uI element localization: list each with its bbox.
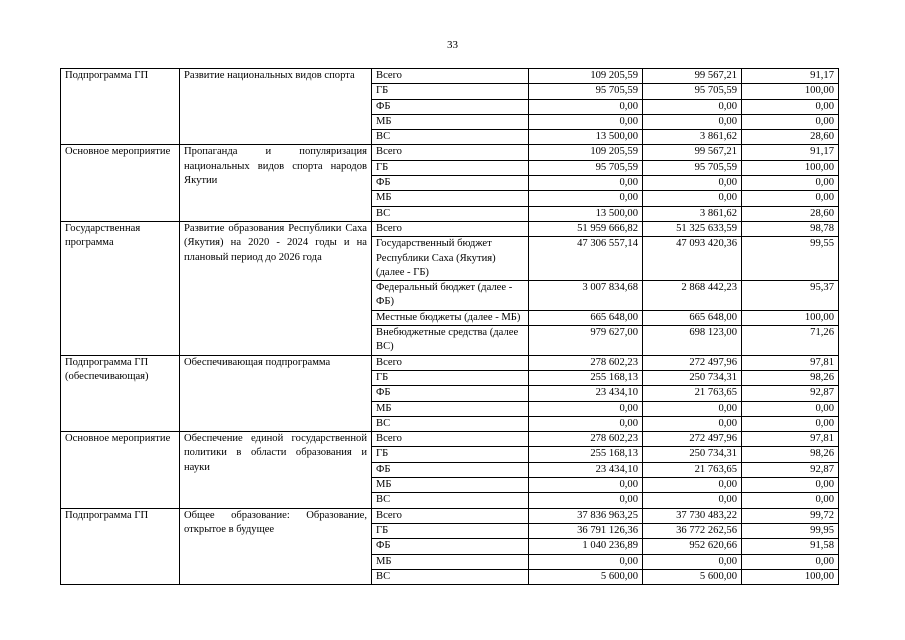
- program-level-cell: Государственная программа: [61, 221, 180, 355]
- actual-amount-cell: 0,00: [643, 114, 742, 129]
- planned-amount-cell: 1 040 236,89: [529, 539, 643, 554]
- funding-source-cell: ВС: [372, 206, 529, 221]
- program-level-cell: Подпрограмма ГП (обеспечивающая): [61, 355, 180, 431]
- program-level-cell: Основное мероприятие: [61, 432, 180, 508]
- funding-source-cell: ФБ: [372, 99, 529, 114]
- execution-percent-cell: 91,17: [742, 145, 839, 160]
- planned-amount-cell: 51 959 666,82: [529, 221, 643, 236]
- planned-amount-cell: 23 434,10: [529, 386, 643, 401]
- planned-amount-cell: 5 600,00: [529, 569, 643, 584]
- planned-amount-cell: 0,00: [529, 416, 643, 431]
- planned-amount-cell: 37 836 963,25: [529, 508, 643, 523]
- actual-amount-cell: 250 734,31: [643, 370, 742, 385]
- planned-amount-cell: 47 306 557,14: [529, 237, 643, 281]
- execution-percent-cell: 91,17: [742, 69, 839, 84]
- execution-percent-cell: 99,95: [742, 523, 839, 538]
- execution-percent-cell: 92,87: [742, 462, 839, 477]
- planned-amount-cell: 23 434,10: [529, 462, 643, 477]
- table-row: [61, 69, 839, 84]
- table-row: [61, 508, 839, 523]
- program-level-cell: Подпрограмма ГП: [61, 69, 180, 145]
- execution-percent-cell: 0,00: [742, 478, 839, 493]
- program-name-cell: Развитие образования Республики Саха (Якутия) на 2020 - 2024 годы и на плановый период до 2026 года: [180, 221, 372, 355]
- actual-amount-cell: 21 763,65: [643, 462, 742, 477]
- funding-source-cell: Всего: [372, 221, 529, 236]
- planned-amount-cell: 13 500,00: [529, 206, 643, 221]
- execution-percent-cell: 100,00: [742, 160, 839, 175]
- planned-amount-cell: 0,00: [529, 176, 643, 191]
- actual-amount-cell: 250 734,31: [643, 447, 742, 462]
- budget-table-body: [61, 69, 839, 585]
- planned-amount-cell: 278 602,23: [529, 432, 643, 447]
- execution-percent-cell: 0,00: [742, 416, 839, 431]
- funding-source-cell: МБ: [372, 478, 529, 493]
- actual-amount-cell: 3 861,62: [643, 206, 742, 221]
- execution-percent-cell: 0,00: [742, 401, 839, 416]
- execution-percent-cell: 98,78: [742, 221, 839, 236]
- funding-source-cell: ГБ: [372, 160, 529, 175]
- page-number: 33: [447, 39, 458, 51]
- execution-percent-cell: 97,81: [742, 432, 839, 447]
- funding-source-cell: ФБ: [372, 176, 529, 191]
- actual-amount-cell: 0,00: [643, 99, 742, 114]
- actual-amount-cell: 36 772 262,56: [643, 523, 742, 538]
- funding-source-cell: ГБ: [372, 523, 529, 538]
- planned-amount-cell: 0,00: [529, 401, 643, 416]
- actual-amount-cell: 272 497,96: [643, 355, 742, 370]
- actual-amount-cell: 665 648,00: [643, 310, 742, 325]
- planned-amount-cell: 0,00: [529, 99, 643, 114]
- actual-amount-cell: 95 705,59: [643, 84, 742, 99]
- funding-source-cell: ГБ: [372, 84, 529, 99]
- funding-source-cell: Всего: [372, 432, 529, 447]
- planned-amount-cell: 979 627,00: [529, 326, 643, 356]
- execution-percent-cell: 28,60: [742, 130, 839, 145]
- budget-table: [60, 68, 839, 585]
- table-row: [61, 221, 839, 236]
- planned-amount-cell: 255 168,13: [529, 447, 643, 462]
- actual-amount-cell: 51 325 633,59: [643, 221, 742, 236]
- funding-source-cell: ФБ: [372, 386, 529, 401]
- execution-percent-cell: 100,00: [742, 569, 839, 584]
- funding-source-cell: ФБ: [372, 539, 529, 554]
- actual-amount-cell: 0,00: [643, 493, 742, 508]
- program-name-cell: Развитие национальных видов спорта: [180, 69, 372, 145]
- funding-source-cell: ВС: [372, 130, 529, 145]
- planned-amount-cell: 3 007 834,68: [529, 281, 643, 311]
- program-name-cell: Обеспечение единой государственной политики в области образования и науки: [180, 432, 372, 508]
- execution-percent-cell: 99,55: [742, 237, 839, 281]
- table-row: [61, 432, 839, 447]
- execution-percent-cell: 97,81: [742, 355, 839, 370]
- planned-amount-cell: 0,00: [529, 478, 643, 493]
- execution-percent-cell: 0,00: [742, 114, 839, 129]
- execution-percent-cell: 100,00: [742, 310, 839, 325]
- planned-amount-cell: 13 500,00: [529, 130, 643, 145]
- planned-amount-cell: 255 168,13: [529, 370, 643, 385]
- funding-source-cell: ВС: [372, 493, 529, 508]
- funding-source-cell: ВС: [372, 416, 529, 431]
- actual-amount-cell: 37 730 483,22: [643, 508, 742, 523]
- actual-amount-cell: 0,00: [643, 176, 742, 191]
- planned-amount-cell: 0,00: [529, 554, 643, 569]
- funding-source-cell: ВС: [372, 569, 529, 584]
- funding-source-cell: ФБ: [372, 462, 529, 477]
- actual-amount-cell: 99 567,21: [643, 145, 742, 160]
- execution-percent-cell: 98,26: [742, 447, 839, 462]
- actual-amount-cell: 0,00: [643, 401, 742, 416]
- actual-amount-cell: 47 093 420,36: [643, 237, 742, 281]
- execution-percent-cell: 0,00: [742, 554, 839, 569]
- funding-source-cell: Всего: [372, 145, 529, 160]
- planned-amount-cell: 278 602,23: [529, 355, 643, 370]
- funding-source-cell: Всего: [372, 508, 529, 523]
- execution-percent-cell: 92,87: [742, 386, 839, 401]
- funding-source-cell: Всего: [372, 69, 529, 84]
- actual-amount-cell: 0,00: [643, 478, 742, 493]
- funding-source-cell: МБ: [372, 554, 529, 569]
- actual-amount-cell: 0,00: [643, 191, 742, 206]
- planned-amount-cell: 0,00: [529, 191, 643, 206]
- funding-source-cell: Всего: [372, 355, 529, 370]
- execution-percent-cell: 28,60: [742, 206, 839, 221]
- planned-amount-cell: 95 705,59: [529, 84, 643, 99]
- actual-amount-cell: 3 861,62: [643, 130, 742, 145]
- funding-source-cell: Федеральный бюджет (далее - ФБ): [372, 281, 529, 311]
- execution-percent-cell: 0,00: [742, 176, 839, 191]
- actual-amount-cell: 698 123,00: [643, 326, 742, 356]
- planned-amount-cell: 665 648,00: [529, 310, 643, 325]
- actual-amount-cell: 272 497,96: [643, 432, 742, 447]
- funding-source-cell: МБ: [372, 114, 529, 129]
- planned-amount-cell: 109 205,59: [529, 145, 643, 160]
- funding-source-cell: МБ: [372, 191, 529, 206]
- actual-amount-cell: 0,00: [643, 416, 742, 431]
- execution-percent-cell: 0,00: [742, 493, 839, 508]
- actual-amount-cell: 2 868 442,23: [643, 281, 742, 311]
- execution-percent-cell: 0,00: [742, 99, 839, 114]
- program-level-cell: Основное мероприятие: [61, 145, 180, 221]
- funding-source-cell: ГБ: [372, 447, 529, 462]
- program-name-cell: Общее образование: Образование, открытое в будущее: [180, 508, 372, 584]
- table-row: [61, 145, 839, 160]
- actual-amount-cell: 95 705,59: [643, 160, 742, 175]
- execution-percent-cell: 95,37: [742, 281, 839, 311]
- funding-source-cell: Местные бюджеты (далее - МБ): [372, 310, 529, 325]
- execution-percent-cell: 91,58: [742, 539, 839, 554]
- actual-amount-cell: 5 600,00: [643, 569, 742, 584]
- execution-percent-cell: 99,72: [742, 508, 839, 523]
- funding-source-cell: Государственный бюджет Республики Саха (Якутия) (далее - ГБ): [372, 237, 529, 281]
- execution-percent-cell: 0,00: [742, 191, 839, 206]
- funding-source-cell: Внебюджетные средства (далее ВС): [372, 326, 529, 356]
- funding-source-cell: МБ: [372, 401, 529, 416]
- funding-source-cell: ГБ: [372, 370, 529, 385]
- actual-amount-cell: 21 763,65: [643, 386, 742, 401]
- actual-amount-cell: 99 567,21: [643, 69, 742, 84]
- execution-percent-cell: 98,26: [742, 370, 839, 385]
- program-name-cell: Обеспечивающая подпрограмма: [180, 355, 372, 431]
- table-row: [61, 355, 839, 370]
- execution-percent-cell: 100,00: [742, 84, 839, 99]
- program-name-cell: Пропаганда и популяризация национальных видов спорта народов Якутии: [180, 145, 372, 221]
- planned-amount-cell: 36 791 126,36: [529, 523, 643, 538]
- actual-amount-cell: 952 620,66: [643, 539, 742, 554]
- planned-amount-cell: 0,00: [529, 114, 643, 129]
- actual-amount-cell: 0,00: [643, 554, 742, 569]
- planned-amount-cell: 109 205,59: [529, 69, 643, 84]
- planned-amount-cell: 0,00: [529, 493, 643, 508]
- execution-percent-cell: 71,26: [742, 326, 839, 356]
- planned-amount-cell: 95 705,59: [529, 160, 643, 175]
- program-level-cell: Подпрограмма ГП: [61, 508, 180, 584]
